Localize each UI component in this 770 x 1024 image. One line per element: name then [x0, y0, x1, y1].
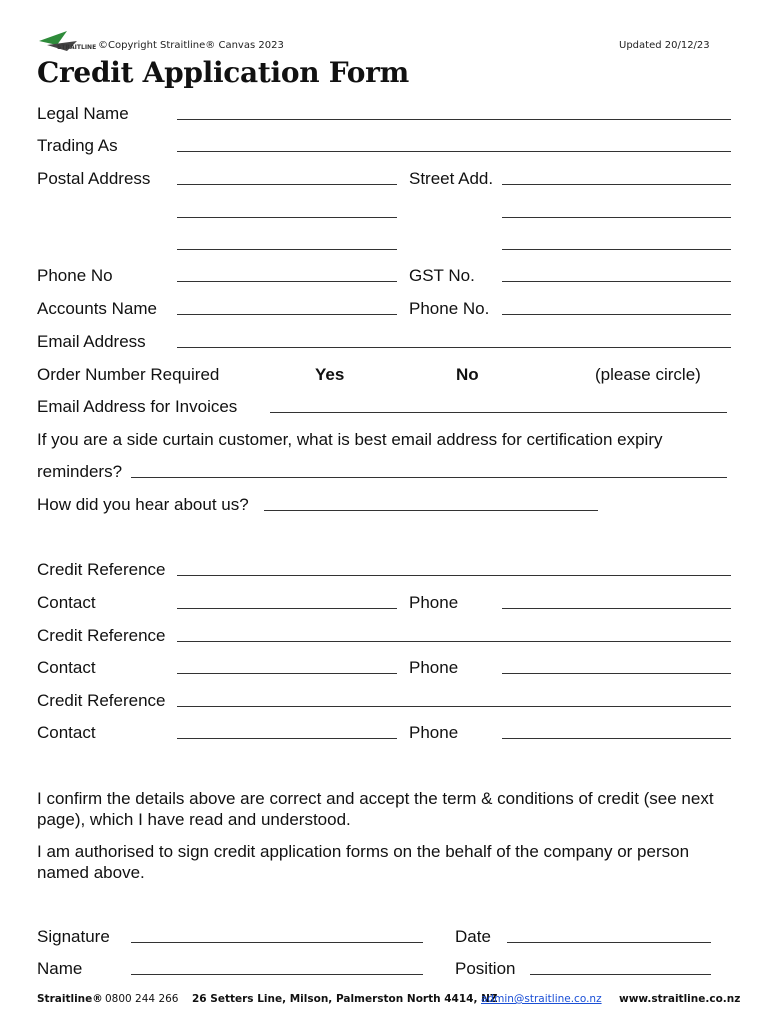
name-label: Name [37, 959, 83, 978]
company-logo [37, 27, 95, 57]
postal-address-field-1[interactable] [177, 184, 397, 185]
footer-address: 26 Setters Line, Milson, Palmerston North 4414, NZ [192, 993, 498, 1005]
side-curtain-question: If you are a side curtain customer, what is best email address for certification expiry [37, 430, 663, 449]
phone-field[interactable] [502, 608, 731, 609]
copyright-text: ©Copyright Straitline® Canvas 2023 [98, 40, 284, 51]
trading-as-label: Trading As [37, 136, 118, 155]
email-invoices-field[interactable] [270, 412, 727, 413]
footer-phone: 0800 244 266 [105, 993, 179, 1005]
credit-reference-field[interactable] [177, 641, 731, 642]
position-field[interactable] [530, 974, 711, 975]
credit-reference-label: Credit Reference [37, 560, 166, 579]
updated-date: Updated 20/12/23 [619, 40, 710, 51]
position-label: Position [455, 959, 516, 978]
accounts-phone-field[interactable] [502, 314, 731, 315]
confirm-paragraph: I confirm the details above are correct and accept the term & conditions of credit (see next page), which I have read and understood. [37, 789, 714, 829]
postal-address-label: Postal Address [37, 169, 151, 188]
please-circle-note: (please circle) [595, 365, 701, 384]
date-field[interactable] [507, 942, 711, 943]
contact-field[interactable] [177, 738, 397, 739]
order-no-option[interactable]: No [456, 365, 479, 384]
footer-email-link[interactable]: admin@straitline.co.nz [481, 993, 602, 1005]
logo-text: STRAITLINE [57, 44, 97, 51]
side-curtain-email-field[interactable] [131, 477, 727, 478]
credit-reference-field[interactable] [177, 706, 731, 707]
phone-no-label: Phone No [37, 266, 113, 285]
name-field[interactable] [131, 974, 423, 975]
credit-reference-field[interactable] [177, 575, 731, 576]
accounts-name-field[interactable] [177, 314, 397, 315]
phone-label: Phone [409, 593, 459, 612]
date-label: Date [455, 927, 491, 946]
postal-address-field-3[interactable] [177, 249, 397, 250]
postal-address-field-2[interactable] [177, 217, 397, 218]
footer-brand: Straitline® [37, 993, 103, 1005]
email-invoices-label: Email Address for Invoices [37, 397, 238, 416]
hear-about-label: How did you hear about us? [37, 495, 249, 514]
authorised-paragraph: I am authorised to sign credit application forms on the behalf of the company or person named above. [37, 842, 690, 882]
email-address-label: Email Address [37, 332, 146, 351]
phone-label: Phone [409, 658, 459, 677]
phone-field[interactable] [502, 673, 731, 674]
contact-label: Contact [37, 593, 96, 612]
signature-label: Signature [37, 927, 110, 946]
page-title: Credit Application Form [37, 56, 409, 89]
accounts-name-label: Accounts Name [37, 299, 157, 318]
credit-reference-label: Credit Reference [37, 691, 166, 710]
phone-field[interactable] [502, 738, 731, 739]
street-address-field-1[interactable] [502, 184, 731, 185]
phone-no-field[interactable] [177, 281, 397, 282]
phone-label: Phone [409, 723, 459, 742]
legal-name-label: Legal Name [37, 104, 129, 123]
gst-no-field[interactable] [502, 281, 731, 282]
legal-name-field[interactable] [177, 119, 731, 120]
street-address-field-3[interactable] [502, 249, 731, 250]
contact-field[interactable] [177, 608, 397, 609]
footer-website[interactable]: www.straitline.co.nz [619, 993, 741, 1005]
order-number-label: Order Number Required [37, 365, 220, 384]
street-address-field-2[interactable] [502, 217, 731, 218]
email-address-field[interactable] [177, 347, 731, 348]
order-yes-option[interactable]: Yes [315, 365, 345, 384]
contact-label: Contact [37, 658, 96, 677]
signature-field[interactable] [131, 942, 423, 943]
accounts-phone-label: Phone No. [409, 299, 490, 318]
hear-about-field[interactable] [264, 510, 598, 511]
contact-label: Contact [37, 723, 96, 742]
gst-no-label: GST No. [409, 266, 475, 285]
street-address-label: Street Add. [409, 169, 494, 188]
side-curtain-question-cont: reminders? [37, 462, 123, 481]
contact-field[interactable] [177, 673, 397, 674]
credit-reference-label: Credit Reference [37, 626, 166, 645]
trading-as-field[interactable] [177, 151, 731, 152]
